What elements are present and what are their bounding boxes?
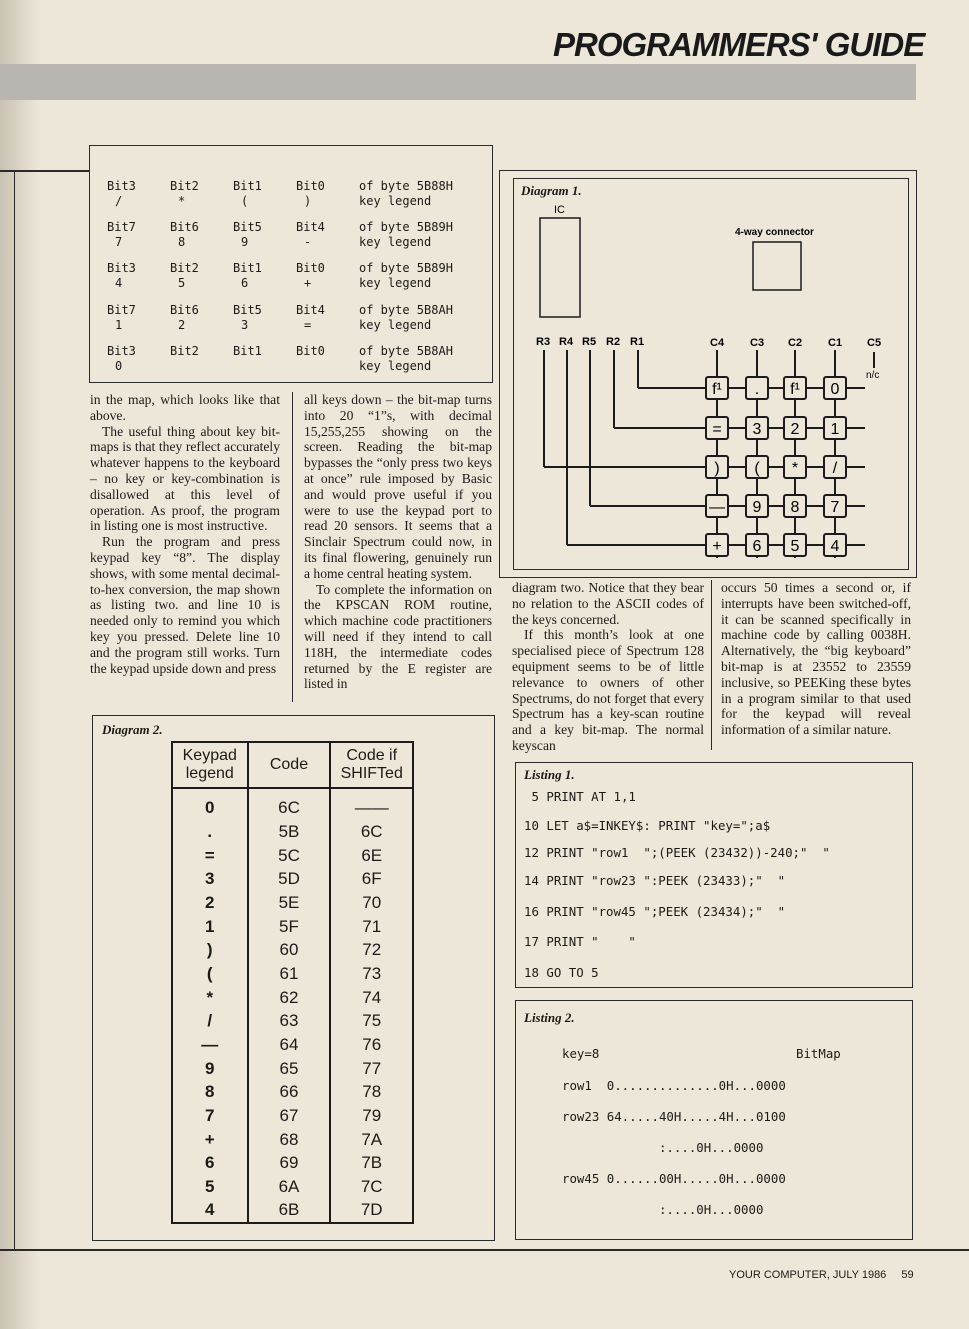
key-legend-label: key legend	[359, 317, 432, 332]
bit-label: Bit6	[170, 302, 199, 317]
table-row	[172, 1033, 413, 1057]
key-legend-char: 8	[178, 235, 186, 250]
keypad-legend-cell: —	[172, 1033, 248, 1057]
table-row	[172, 1128, 413, 1152]
code-cell: 6C	[248, 788, 331, 820]
keypad-legend-cell: .	[172, 820, 248, 844]
table-row	[172, 1057, 413, 1081]
bit-label: Bit0	[296, 343, 325, 358]
column-label: C1	[828, 337, 843, 349]
connector-label: 4-way connector	[735, 227, 814, 238]
code-cell: 69	[248, 1152, 331, 1176]
paragraph: To complete the information on the KPSCAN ROM routine, which machine code practitioners will need if they intend to call 118H, the intermediate codes returned by the E register are listed in	[304, 581, 492, 692]
output-line: row1 0..............0H...0000	[562, 1078, 786, 1093]
code-cell: 68	[248, 1128, 331, 1152]
shifted-code-cell: 7A	[330, 1128, 413, 1152]
keypad-key-label: 8	[790, 499, 800, 516]
bit-label: Bit1	[233, 179, 262, 193]
divider	[14, 170, 15, 1250]
shifted-code-cell: 7D	[330, 1199, 413, 1223]
diagram-2-label: Diagram 2.	[102, 722, 163, 737]
column-label: C2	[788, 337, 803, 349]
table-row	[172, 820, 413, 844]
keypad-legend-cell: 7	[172, 1104, 248, 1128]
bit-label: Bit3	[107, 343, 136, 358]
keypad-legend-cell: )	[172, 938, 248, 962]
key-legend-label: key legend	[359, 358, 432, 373]
table-row	[172, 1010, 413, 1034]
row-label: R3	[536, 336, 551, 348]
shifted-code-cell: 79	[330, 1104, 413, 1128]
key-legend-label: key legend	[359, 276, 432, 291]
keypad-key-label: .	[754, 381, 760, 398]
table-row	[172, 788, 413, 820]
column-label: C4	[710, 337, 725, 349]
shifted-code-cell: 6F	[330, 867, 413, 891]
key-legend-label: key legend	[359, 194, 432, 208]
keypad-legend-cell: 8	[172, 1081, 248, 1105]
table-row	[172, 891, 413, 915]
table-row	[172, 867, 413, 891]
bottom-rule	[0, 1249, 969, 1251]
row-label: R1	[630, 336, 645, 348]
keypad-key-label: =	[712, 421, 722, 438]
code-cell: 5D	[248, 867, 331, 891]
key-legend-char: 5	[178, 276, 186, 291]
table-row	[172, 1199, 413, 1223]
key-legend-char: 3	[241, 317, 249, 332]
table-row	[172, 938, 413, 962]
text-column-3	[512, 580, 704, 754]
row-label: R2	[606, 336, 621, 348]
code-line: 14 PRINT "row23 ":PEEK (23433);" "	[524, 873, 786, 888]
code-cell: 5B	[248, 820, 331, 844]
shifted-code-cell: 7C	[330, 1175, 413, 1199]
keypad-legend-cell: *	[172, 986, 248, 1010]
bit-label: Bit5	[233, 302, 262, 317]
keypad-legend-cell: 9	[172, 1057, 248, 1081]
bit-label: Bit5	[233, 220, 262, 235]
listing-2-key-line: key=8	[562, 1046, 600, 1061]
keypad-wiring-diagram	[513, 178, 909, 570]
footer-text: YOUR COMPUTER, JULY 1986	[729, 1269, 887, 1281]
key-legend-char: +	[304, 276, 312, 291]
shifted-code-cell: 7B	[330, 1152, 413, 1176]
keypad-legend-cell: +	[172, 1128, 248, 1152]
code-cell: 66	[248, 1081, 331, 1105]
bit-label: Bit2	[170, 179, 199, 193]
paragraph: The useful thing about key bit-maps is that they reflect accurately whatever happens to the keyboard – no key or key-combination is disallowed at this level of operation. As proof, the program in listing one is most instructive.	[90, 423, 280, 534]
listing-2-bitmap-title: BitMap	[796, 1046, 841, 1061]
page-number: 59	[901, 1269, 914, 1281]
table-row	[172, 844, 413, 868]
nc-label: n/c	[866, 370, 880, 381]
column-divider	[711, 580, 712, 750]
shifted-code-cell: 6E	[330, 844, 413, 868]
keypad-key-label: 0	[830, 381, 840, 398]
connector-box	[753, 242, 801, 290]
code-cell: 64	[248, 1033, 331, 1057]
code-cell: 67	[248, 1104, 331, 1128]
key-legend-char: 0	[115, 358, 123, 373]
key-legend-char: )	[304, 194, 312, 208]
page-footer	[729, 1269, 914, 1281]
column-divider	[292, 392, 293, 702]
shifted-code-cell: 74	[330, 986, 413, 1010]
header-code: Code	[248, 742, 331, 788]
code-cell: 5E	[248, 891, 331, 915]
code-cell: 61	[248, 962, 331, 986]
bit-label: Bit4	[296, 302, 325, 317]
bit-label: Bit2	[170, 343, 199, 358]
key-legend-char: /	[115, 194, 123, 208]
keypad-key-label: *	[791, 460, 799, 477]
table-row	[172, 915, 413, 939]
table-row	[172, 986, 413, 1010]
bit-label: Bit3	[107, 179, 136, 193]
keypad-key-label: 5	[790, 538, 800, 555]
keypad-key-label: f¹	[790, 381, 800, 398]
paragraph: If this month’s look at one specialised piece of Spectrum 128 equipment seems to be of little relevance to owners of other Spectrums, do not forget that every Spectrum has a key-scan routine and a key bit-map. The normal keyscan	[512, 627, 704, 753]
bit-label: Bit2	[170, 261, 199, 276]
table-row	[172, 1152, 413, 1176]
output-line: row45 0......00H.....0H...0000	[562, 1171, 786, 1186]
shifted-code-cell: 73	[330, 962, 413, 986]
table-row	[172, 1081, 413, 1105]
code-cell: 5F	[248, 915, 331, 939]
bit-label: Bit4	[296, 220, 325, 235]
keypad-legend-cell: 4	[172, 1199, 248, 1223]
keypad-key-label: 3	[752, 421, 762, 438]
keypad-code-table	[171, 741, 414, 1224]
byte-label: of byte 5B8AH	[359, 302, 453, 317]
byte-label: of byte 5B8AH	[359, 343, 453, 358]
shifted-code-cell: 72	[330, 938, 413, 962]
key-legend-char: 2	[178, 317, 186, 332]
output-line: :....0H...0000	[562, 1140, 764, 1155]
page-gutter-shadow	[0, 0, 40, 1329]
keypad-legend-cell: 5	[172, 1175, 248, 1199]
key-legend-char: 1	[115, 317, 123, 332]
key-legend-char: (	[241, 194, 249, 208]
paragraph: diagram two. Notice that they bear no relation to the ASCII codes of the keys concerned.	[512, 580, 704, 627]
bit-label: Bit0	[296, 261, 325, 276]
key-legend-char: 7	[115, 235, 123, 250]
shifted-code-cell: 76	[330, 1033, 413, 1057]
code-cell: 62	[248, 986, 331, 1010]
code-line: 18 GO TO 5	[524, 965, 599, 980]
diagram-1-label: Diagram 1.	[521, 183, 582, 198]
keypad-legend-cell: 0	[172, 788, 248, 820]
page-title: PROGRAMMERS' GUIDE	[553, 26, 925, 63]
ic-chip	[540, 218, 580, 317]
paragraph: all keys down – the bit-map turns into 20 “1”s, with decimal 15,255,255 showing on the screen. Reading the bit-map bypasses the “only press two keys at once” rule imposed by Basic and would prove useful if you were to use the keypad port to read 20 sensors. It seems that a Sinclair Spectrum could now, in its final flowering, genuinely run a home central heating system.	[304, 392, 492, 581]
code-cell: 6A	[248, 1175, 331, 1199]
keypad-key-label: 1	[830, 421, 840, 438]
row-label: R4	[559, 336, 574, 348]
bit-label: Bit7	[107, 220, 136, 235]
text-column-1	[90, 392, 280, 676]
key-legend-char: 6	[241, 276, 249, 291]
code-cell: 60	[248, 938, 331, 962]
keypad-legend-cell: 6	[172, 1152, 248, 1176]
keypad-legend-cell: 1	[172, 915, 248, 939]
text-column-4	[721, 580, 911, 738]
keypad-key-label: /	[832, 460, 838, 477]
shifted-code-cell: 6C	[330, 820, 413, 844]
keypad-key-label: —	[709, 499, 725, 516]
bit-label: Bit7	[107, 302, 136, 317]
shifted-code-cell: 78	[330, 1081, 413, 1105]
header-band	[0, 64, 916, 100]
output-line: :....0H...0000	[562, 1202, 764, 1217]
shifted-code-cell: ——	[330, 788, 413, 820]
listing-1-label: Listing 1.	[524, 767, 575, 782]
shifted-code-cell: 77	[330, 1057, 413, 1081]
bit-label: Bit3	[107, 261, 136, 276]
keypad-legend-cell: 2	[172, 891, 248, 915]
bit-label: Bit6	[170, 220, 199, 235]
ic-label: IC	[554, 204, 565, 216]
keypad-key-label: 6	[752, 538, 762, 555]
bit-label: Bit1	[233, 343, 262, 358]
table-row	[172, 1175, 413, 1199]
header-shifted-code: Code if SHIFTed	[330, 742, 413, 788]
code-line: 5 PRINT AT 1,1	[524, 789, 636, 804]
text-column-2	[304, 392, 492, 692]
keypad-key-label: 7	[830, 499, 840, 516]
keypad-legend-cell: =	[172, 844, 248, 868]
paragraph: occurs 50 times a second or, if interrupts have been switched-off, it can be scanned specifically in machine code by calling 0038H. Alternatively, the “big keyboard” bit-map is at 23552 to 23559 inclusive, so PEEKing these bytes in a program similar to that used for the keypad will reveal information of a similar nature.	[721, 580, 911, 738]
shifted-code-cell: 70	[330, 891, 413, 915]
output-line: row23 64.....40H.....4H...0100	[562, 1109, 786, 1124]
byte-label: of byte 5B89H	[359, 220, 453, 235]
key-legend-char: *	[178, 194, 186, 208]
code-cell: 5C	[248, 844, 331, 868]
keypad-key-label: f¹	[712, 381, 722, 398]
table-row	[172, 1104, 413, 1128]
code-cell: 65	[248, 1057, 331, 1081]
key-legend-char: -	[304, 235, 312, 250]
keypad-key-label: 4	[830, 538, 840, 555]
table-row	[172, 962, 413, 986]
keypad-legend-cell: /	[172, 1010, 248, 1034]
paragraph: in the map, which looks like that above.	[90, 392, 280, 423]
paragraph: Run the program and press keypad key “8”. The display shows, with some mental decimal-to-hex conversion, the map shown as listing two. and line 10 is needed only to remind you which key you pressed. Delete line 10 and the program still works. Turn the keypad upside down and press	[90, 534, 280, 676]
keypad-key-label: +	[712, 538, 722, 555]
listing-2-label: Listing 2.	[524, 1010, 575, 1025]
code-line: 17 PRINT " "	[524, 934, 636, 949]
code-line: 10 LET a$=INKEY$: PRINT "key=";a$	[524, 818, 771, 833]
key-legend-char: =	[304, 317, 312, 332]
shifted-code-cell: 71	[330, 915, 413, 939]
bit-label: Bit0	[296, 179, 325, 193]
keypad-legend-cell: 3	[172, 867, 248, 891]
shifted-code-cell: 75	[330, 1010, 413, 1034]
key-legend-char: 9	[241, 235, 249, 250]
keypad-legend-cell: (	[172, 962, 248, 986]
column-label: C3	[750, 337, 765, 349]
code-line: 12 PRINT "row1 ";(PEEK (23432))-240;" "	[524, 845, 830, 860]
code-cell: 63	[248, 1010, 331, 1034]
key-legend-label: key legend	[359, 235, 432, 250]
column-label: C5	[867, 337, 882, 349]
code-cell: 6B	[248, 1199, 331, 1223]
keypad-key-label: 9	[752, 499, 762, 516]
bit-label: Bit1	[233, 261, 262, 276]
keypad-key-label: )	[714, 460, 720, 477]
keypad-key-label: (	[754, 460, 760, 477]
byte-label: of byte 5B89H	[359, 261, 453, 276]
byte-label: of byte 5B88H	[359, 179, 453, 193]
key-legend-char: 4	[115, 276, 123, 291]
keypad-key-label: 2	[790, 421, 800, 438]
row-label: R5	[582, 336, 597, 348]
header-keypad-legend: Keypad legend	[172, 742, 248, 788]
code-line: 16 PRINT "row45 ";PEEK (23434);" "	[524, 904, 786, 919]
